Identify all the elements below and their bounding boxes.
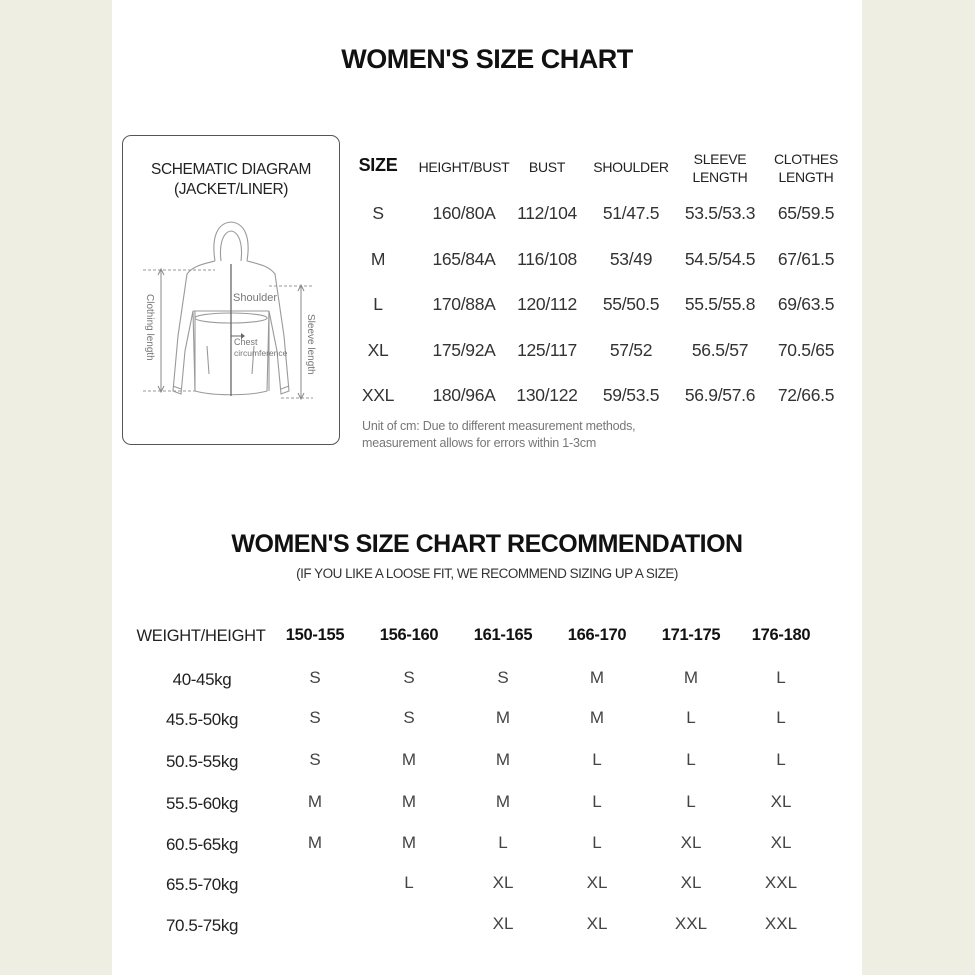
cell-bust: 125/117 [517, 339, 577, 360]
cell-bust: 112/104 [517, 203, 577, 223]
note-line1: Unit of cm: Due to different measurement methods, [362, 419, 636, 433]
recommended-size: M [683, 668, 699, 687]
recommended-size: XL [680, 873, 702, 892]
cell-size: S [372, 203, 384, 223]
cell-shoulder: 53/49 [609, 248, 653, 269]
recommended-size: L [776, 668, 786, 687]
cell-sleeve: 56.5/57 [691, 339, 749, 360]
corner-header: WEIGHT/HEIGHT [136, 627, 266, 645]
weight-label: 40-45kg [172, 670, 232, 689]
header-clothes-line1: CLOTHES [773, 151, 839, 167]
cell-sleeve: 55.5/55.8 [684, 294, 756, 314]
recommended-size: L [776, 750, 786, 769]
recommended-size: L [686, 708, 696, 727]
diagram-title-line1: SCHEMATIC DIAGRAM [151, 161, 311, 178]
cell-height-bust: 180/96A [432, 385, 496, 405]
recommended-size: XXL [674, 914, 708, 933]
chest-label-line1: Chest [234, 337, 258, 347]
header-height-bust: HEIGHT/BUST [418, 159, 510, 175]
cell-height-bust: 170/88A [432, 294, 496, 314]
recommended-size: S [403, 668, 415, 687]
cell-size: M [370, 248, 386, 269]
recommended-size: XL [586, 914, 608, 933]
cell-sleeve: 56.9/57.6 [684, 385, 756, 405]
cell-sleeve: 53.5/53.3 [684, 203, 756, 223]
recommended-size: M [495, 792, 511, 811]
height-header: 171-175 [661, 626, 721, 644]
weight-label: 55.5-60kg [165, 794, 239, 813]
cell-bust: 116/108 [517, 248, 577, 269]
schematic-diagram-box [122, 135, 340, 445]
size-chart-title: WOMEN'S SIZE CHART [341, 44, 633, 74]
recommended-size: M [495, 708, 511, 727]
recommended-size: L [404, 873, 414, 892]
recommended-size: XL [680, 833, 702, 852]
header-clothes-line2: LENGTH [778, 169, 834, 185]
recommended-size: L [776, 708, 786, 727]
cell-height-bust: 160/80A [432, 203, 496, 223]
header-sleeve-line2: LENGTH [692, 169, 748, 185]
recommended-size: XXL [764, 914, 798, 933]
recommended-size: XL [586, 873, 608, 892]
cell-clothes: 69/63.5 [777, 294, 835, 314]
cell-sleeve: 54.5/54.5 [684, 248, 756, 269]
cell-shoulder: 57/52 [609, 339, 653, 360]
cell-shoulder: 59/53.5 [602, 385, 660, 405]
height-header: 176-180 [751, 626, 811, 644]
weight-label: 65.5-70kg [165, 875, 239, 894]
size-chart-sheet [112, 0, 862, 975]
cell-size: L [373, 294, 383, 314]
recommended-size: L [592, 833, 602, 852]
recommended-size: XL [770, 833, 792, 852]
weight-label: 70.5-75kg [165, 916, 239, 935]
recommended-size: L [592, 792, 602, 811]
recommended-size: XL [770, 792, 792, 811]
header-size: SIZE [358, 155, 398, 175]
recommended-size: XXL [764, 873, 798, 892]
recommended-size: S [403, 708, 415, 727]
height-header: 166-170 [567, 626, 627, 644]
cell-clothes: 70.5/65 [777, 339, 835, 360]
cell-bust: 120/112 [517, 294, 577, 314]
recommended-size: M [401, 833, 417, 852]
measurement-note [362, 418, 635, 452]
recommended-size: L [686, 750, 696, 769]
cell-shoulder: 55/50.5 [602, 294, 660, 314]
recommended-size: L [592, 750, 602, 769]
sleeve-length-label: Sleeve length [305, 314, 316, 375]
cell-size: XXL [361, 385, 395, 405]
cell-clothes: 67/61.5 [777, 248, 835, 269]
recommended-size: M [307, 833, 323, 852]
cell-size: XL [367, 339, 389, 360]
header-bust: BUST [528, 159, 566, 175]
weight-label: 60.5-65kg [165, 835, 239, 854]
recommended-size: XL [492, 914, 514, 933]
cell-clothes: 72/66.5 [777, 385, 835, 405]
cell-clothes: 65/59.5 [777, 203, 835, 223]
header-clothes-length [774, 150, 838, 186]
note-line2: measurement allows for errors within 1-3cm [362, 436, 597, 450]
weight-label: 50.5-55kg [165, 752, 239, 771]
height-header: 156-160 [379, 626, 439, 644]
header-shoulder: SHOULDER [593, 159, 669, 175]
recommended-size: M [307, 792, 323, 811]
clothing-length-label: Clothing length [144, 294, 155, 361]
recommended-size: M [589, 668, 605, 687]
weight-label: 45.5-50kg [165, 710, 239, 729]
header-sleeve-line1: SLEEVE [693, 151, 747, 167]
recommended-size: S [309, 668, 321, 687]
cell-height-bust: 175/92A [432, 339, 496, 360]
shoulder-label: Shoulder [233, 292, 278, 304]
height-header: 150-155 [285, 626, 345, 644]
cell-bust: 130/122 [516, 385, 578, 405]
recommended-size: M [589, 708, 605, 727]
recommended-size: S [309, 708, 321, 727]
recommended-size: S [309, 750, 321, 769]
cell-shoulder: 51/47.5 [602, 203, 660, 223]
recommended-size: M [495, 750, 511, 769]
recommendation-title: WOMEN'S SIZE CHART RECOMMENDATION [231, 530, 743, 558]
recommended-size: L [686, 792, 696, 811]
header-sleeve-length [693, 150, 748, 186]
cell-height-bust: 165/84A [432, 248, 496, 269]
jacket-diagram-icon [123, 136, 341, 446]
recommendation-subtitle: (IF YOU LIKE A LOOSE FIT, WE RECOMMEND SIZING UP A SIZE) [296, 566, 678, 581]
recommended-size: M [401, 750, 417, 769]
height-header: 161-165 [473, 626, 533, 644]
recommended-size: S [497, 668, 509, 687]
recommended-size: M [401, 792, 417, 811]
recommended-size: L [498, 833, 508, 852]
recommended-size: XL [492, 873, 514, 892]
diagram-title-line2: (JACKET/LINER) [173, 181, 289, 198]
chest-label-line2: circumference [234, 348, 288, 358]
